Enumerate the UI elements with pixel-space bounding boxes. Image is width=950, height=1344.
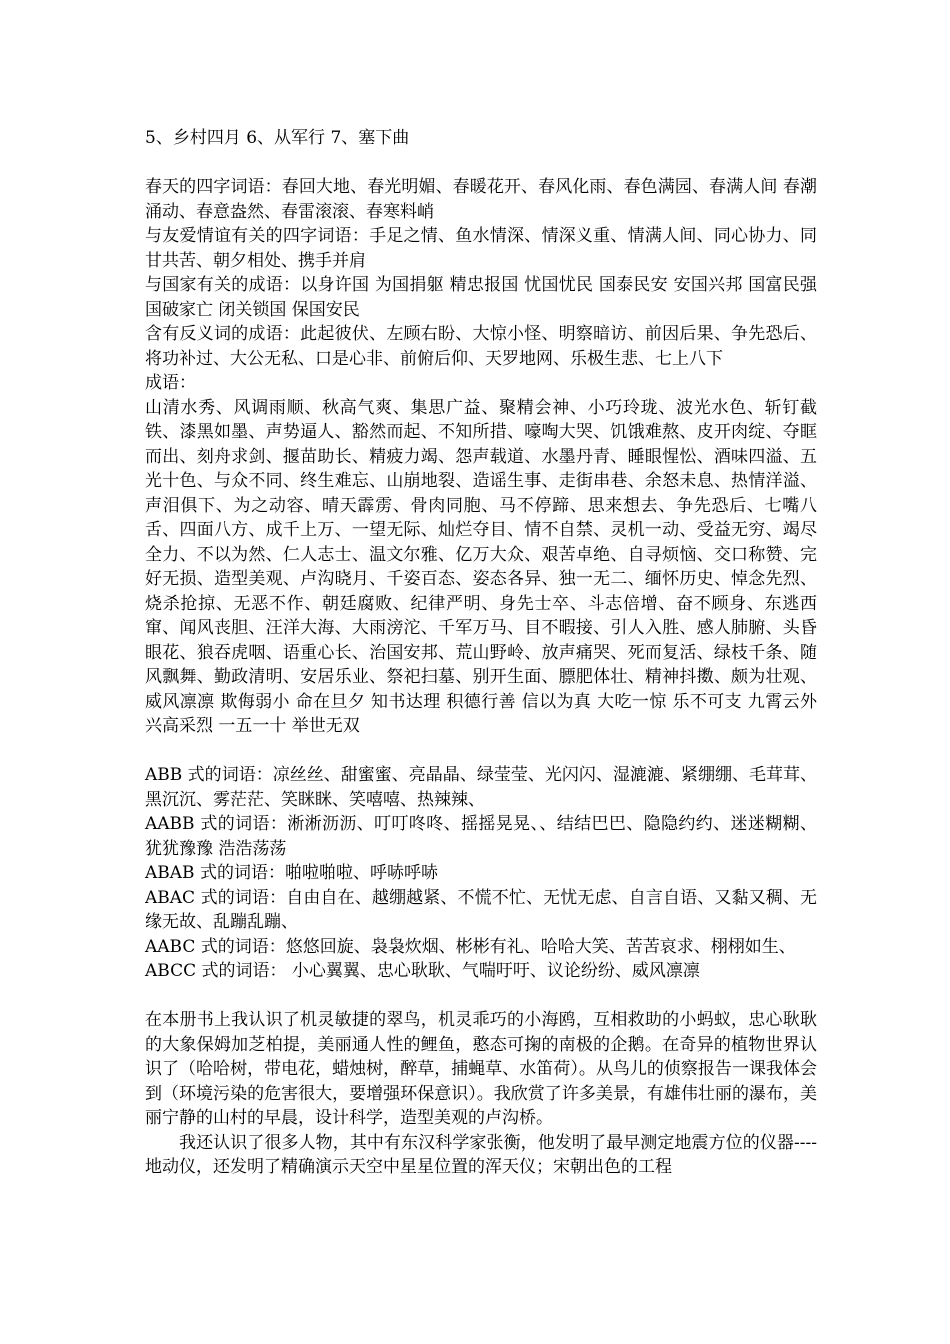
- spring-words: 春天的四字词语：春回大地、春光明媚、春暖花开、春风化雨、春色满园、春满人间 春潮涌动、春意盎然、春雷滚滚、春寒料峭: [145, 177, 817, 222]
- aabb-words: AABB 式的词语：淅淅沥沥、叮叮咚咚、摇摇晃晃、、结结巴巴、隐隐约约、迷迷糊糊、犹犹豫豫 浩浩荡荡: [145, 814, 817, 859]
- country-idioms: 与国家有关的成语：以身许国 为国捐躯 精忠报国 忧国忧民 国泰民安 安国兴邦 国富民强 国破家亡 闭关锁国 保国安民: [145, 275, 817, 320]
- abac-words: ABAC 式的词语：自由自在、越绷越紧、不慌不忙、无忧无虑、自言自语、又黏又稠、无缘无故、乱蹦乱蹦、: [145, 887, 817, 932]
- idioms-list: 山清水秀、风调雨顺、秋高气爽、集思广益、聚精会神、小巧玲珑、波光水色、斩钉截铁、漆黑如墨、声势逼人、豁然而起、不知所措、嚎啕大哭、饥饿难熬、皮开肉绽、夺眶而出、刻舟求剑、揠苗助长、精疲力竭、怨声载道、水墨丹青、睡眼惺忪、酒味四溢、五光十色、与众不同、终生难忘、山崩地裂、造谣生事、走街串巷、余怒未息、热情洋溢、声泪俱下、为之动容、晴天霹雳、骨肉同胞、马不停蹄、思来想去、争先恐后、七嘴八舌、四面八方、成千上万、一望无际、灿烂夺目、情不自禁、灵机一动、受益无穷、竭尽全力、不以为然、仁人志士、温文尔雅、亿万大众、艰苦卓绝、自寻烦恼、交口称赞、完好无损、造型美观、卢沟晓月、千姿百态、姿态各异、独一无二、缅怀历史、悼念先烈、烧杀抢掠、无恶不作、朝廷腐败、纪律严明、身先士卒、斗志倍增、奋不顾身、东逃西窜、闻风丧胆、汪洋大海、大雨滂沱、千军万马、目不暇接、引人入胜、感人肺腑、头昏眼花、狼吞虎咽、语重心长、治国安邦、荒山野岭、放声痛哭、死而复活、绿枝千条、随风飘舞、勤政清明、安居乐业、祭祀扫墓、别开生面、膘肥体壮、精神抖擞、颇为壮观、威风凛凛 欺侮弱小 命在旦夕 知书达理 积德行善 信以为真 大吃一惊 乐不可支 九霄云外 兴高采烈 一五一十 举世无双: [145, 397, 817, 736]
- aabc-words: AABC 式的词语：悠悠回旋、袅袅炊烟、彬彬有礼、哈哈大笑、苦苦哀求、栩栩如生、: [145, 936, 796, 957]
- idioms-label: 成语：: [145, 373, 196, 393]
- blank-line: [145, 984, 817, 1009]
- abcc-words: ABCC 式的词语： 小心翼翼、忠心耿耿、气喘吁吁、议论纷纷、威风凛凛: [145, 961, 700, 981]
- antonym-idioms: 含有反义词的成语：此起彼伏、左顾右盼、大惊小怪、明察暗访、前因后果、争先恐后、将功补过、大公无私、口是心非、前俯后仰、天罗地网、乐极生悲、七上八下: [145, 324, 817, 369]
- abb-words: ABB 式的词语：凉丝丝、甜蜜蜜、亮晶晶、绿莹莹、光闪闪、湿漉漉、紧绷绷、毛茸茸、黑沉沉、雾茫茫、笑眯眯、笑嘻嘻、热辣辣、: [145, 765, 817, 810]
- blank-line: [145, 151, 817, 176]
- poems-line: 5、乡村四月 6、从军行 7、塞下曲: [145, 128, 410, 148]
- blank-line: [145, 739, 817, 764]
- friendship-words: 与友爱情谊有关的四字词语：手足之情、鱼水情深、情深义重、情满人间、同心协力、同甘共苦、朝夕相处、携手并肩: [145, 226, 817, 271]
- people-paragraph: 我还认识了很多人物，其中有东汉科学家张衡，他发明了最早测定地震方位的仪器----地动仪，还发明了精确演示天空中星星位置的浑天仪；宋朝出色的工程: [145, 1132, 817, 1177]
- summary-paragraph: 在本册书上我认识了机灵敏捷的翠鸟，机灵乖巧的小海鸥，互相救助的小蚂蚁，忠心耿耿的大象保姆加芝柏提，美丽通人性的鲤鱼，憨态可掬的南极的企鹅。在奇异的植物世界认识了（哈哈树，带电花，蜡烛树，醉草，捕蝇草、水笛荷）。从鸟儿的侦察报告一课我体会到（环境污染的危害很大，要增强环保意识）。我欣赏了许多美景，有雄伟壮丽的瀑布，美丽宁静的山村的早晨，设计科学，造型美观的卢沟桥。: [145, 1010, 817, 1128]
- abab-words: ABAB 式的词语：啪啦啪啦、呼哧呼哧: [145, 863, 438, 883]
- document-page: [145, 126, 817, 1180]
